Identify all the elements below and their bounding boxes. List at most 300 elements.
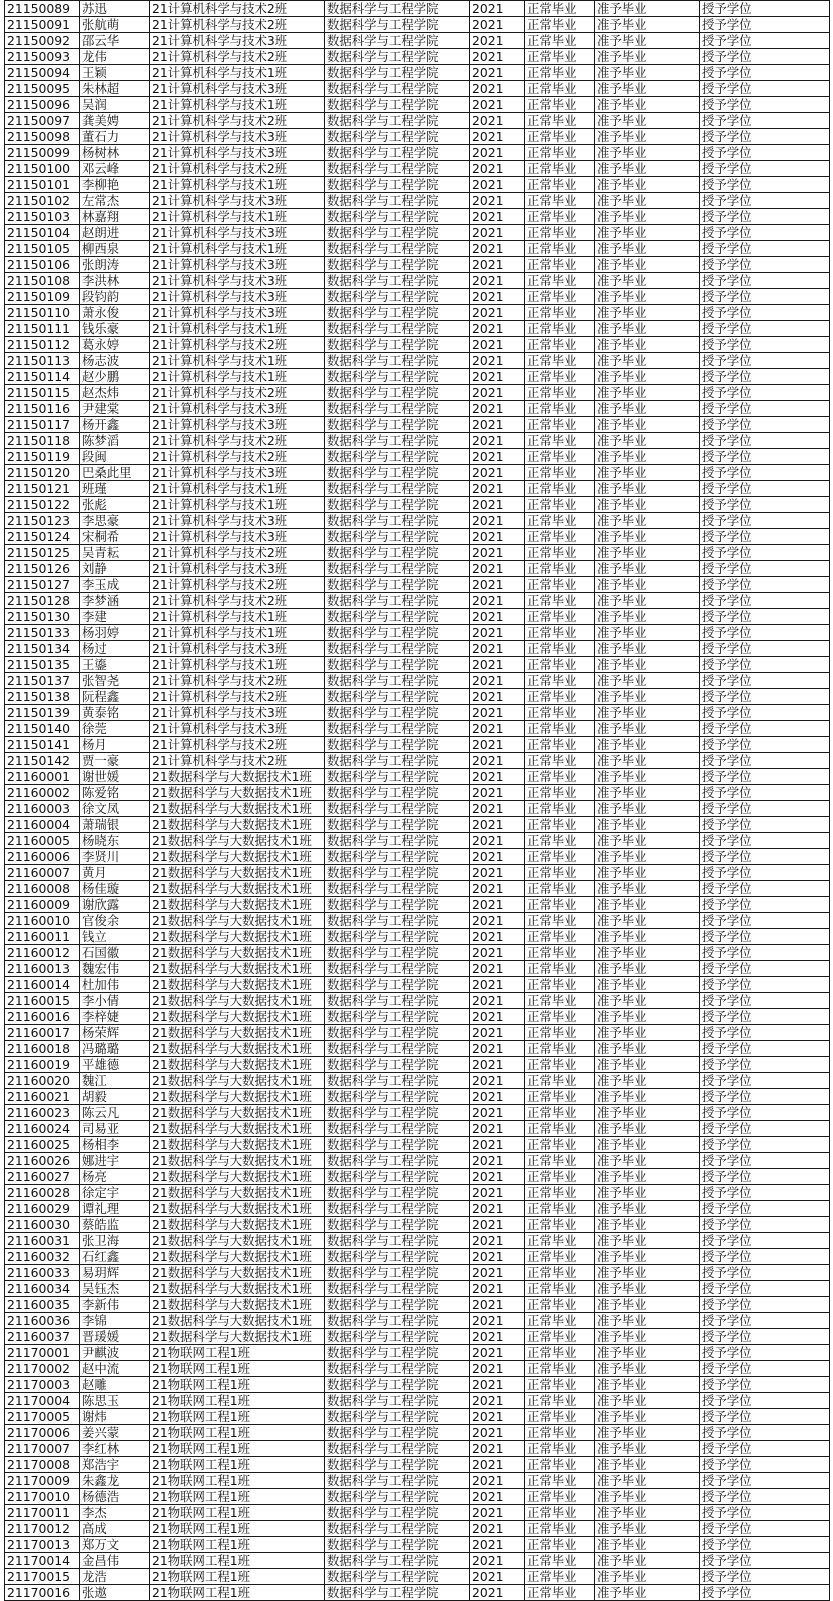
student-id-cell: 21150117 <box>5 417 80 433</box>
student-id-cell: 21160018 <box>5 1041 80 1057</box>
degree-result-cell: 授予学位 <box>700 1473 830 1489</box>
status-cell: 正常毕业 <box>525 321 595 337</box>
table-row <box>5 849 830 865</box>
grade-year-cell: 2021 <box>470 465 525 481</box>
status-cell: 正常毕业 <box>525 1585 595 1601</box>
status-cell: 正常毕业 <box>525 1 595 17</box>
student-id-cell: 21170003 <box>5 1377 80 1393</box>
degree-result-cell: 授予学位 <box>700 33 830 49</box>
graduation-result-cell: 准予毕业 <box>595 929 700 945</box>
name-cell: 杨佳璇 <box>80 881 150 897</box>
degree-result-cell: 授予学位 <box>700 481 830 497</box>
table-row <box>5 1201 830 1217</box>
degree-result-cell: 授予学位 <box>700 657 830 673</box>
student-id-cell: 21150100 <box>5 161 80 177</box>
college-cell: 数据科学与工程学院 <box>325 1297 470 1313</box>
graduation-result-cell: 准予毕业 <box>595 209 700 225</box>
grade-year-cell: 2021 <box>470 721 525 737</box>
college-cell: 数据科学与工程学院 <box>325 1169 470 1185</box>
college-cell: 数据科学与工程学院 <box>325 593 470 609</box>
student-id-cell: 21150111 <box>5 321 80 337</box>
student-id-cell: 21150124 <box>5 529 80 545</box>
grade-year-cell: 2021 <box>470 977 525 993</box>
name-cell: 钱立 <box>80 929 150 945</box>
name-cell: 高成 <box>80 1521 150 1537</box>
class-cell: 21计算机科学与技术1班 <box>150 321 325 337</box>
class-cell: 21数据科学与大数据技术1班 <box>150 1041 325 1057</box>
table-row <box>5 113 830 129</box>
class-cell: 21计算机科学与技术3班 <box>150 417 325 433</box>
college-cell: 数据科学与工程学院 <box>325 145 470 161</box>
status-cell: 正常毕业 <box>525 625 595 641</box>
name-cell: 黄泰铭 <box>80 705 150 721</box>
name-cell: 李贤川 <box>80 849 150 865</box>
college-cell: 数据科学与工程学院 <box>325 193 470 209</box>
table-row <box>5 817 830 833</box>
status-cell: 正常毕业 <box>525 913 595 929</box>
status-cell: 正常毕业 <box>525 1105 595 1121</box>
class-cell: 21数据科学与大数据技术1班 <box>150 817 325 833</box>
status-cell: 正常毕业 <box>525 209 595 225</box>
student-id-cell: 21150113 <box>5 353 80 369</box>
table-row <box>5 1073 830 1089</box>
college-cell: 数据科学与工程学院 <box>325 577 470 593</box>
degree-result-cell: 授予学位 <box>700 609 830 625</box>
name-cell: 李思豪 <box>80 513 150 529</box>
student-id-cell: 21150123 <box>5 513 80 529</box>
graduation-result-cell: 准予毕业 <box>595 1249 700 1265</box>
degree-result-cell: 授予学位 <box>700 929 830 945</box>
class-cell: 21数据科学与大数据技术1班 <box>150 865 325 881</box>
degree-result-cell: 授予学位 <box>700 561 830 577</box>
graduation-result-cell: 准予毕业 <box>595 145 700 161</box>
graduation-list-table <box>4 0 830 1601</box>
grade-year-cell: 2021 <box>470 241 525 257</box>
college-cell: 数据科学与工程学院 <box>325 769 470 785</box>
table-row <box>5 129 830 145</box>
graduation-result-cell: 准予毕业 <box>595 1185 700 1201</box>
table-row <box>5 1505 830 1521</box>
status-cell: 正常毕业 <box>525 1233 595 1249</box>
grade-year-cell: 2021 <box>470 369 525 385</box>
class-cell: 21数据科学与大数据技术1班 <box>150 1281 325 1297</box>
degree-result-cell: 授予学位 <box>700 1521 830 1537</box>
degree-result-cell: 授予学位 <box>700 1233 830 1249</box>
name-cell: 朱鑫龙 <box>80 1473 150 1489</box>
table-row <box>5 961 830 977</box>
status-cell: 正常毕业 <box>525 465 595 481</box>
table-row <box>5 1585 830 1601</box>
table-row <box>5 1457 830 1473</box>
college-cell: 数据科学与工程学院 <box>325 945 470 961</box>
grade-year-cell: 2021 <box>470 561 525 577</box>
student-id-cell: 21170005 <box>5 1409 80 1425</box>
class-cell: 21计算机科学与技术1班 <box>150 177 325 193</box>
college-cell: 数据科学与工程学院 <box>325 289 470 305</box>
table-row <box>5 161 830 177</box>
class-cell: 21数据科学与大数据技术1班 <box>150 1169 325 1185</box>
status-cell: 正常毕业 <box>525 1201 595 1217</box>
student-id-cell: 21150097 <box>5 113 80 129</box>
status-cell: 正常毕业 <box>525 1425 595 1441</box>
table-row <box>5 33 830 49</box>
name-cell: 杨荣辉 <box>80 1025 150 1041</box>
status-cell: 正常毕业 <box>525 1249 595 1265</box>
grade-year-cell: 2021 <box>470 385 525 401</box>
name-cell: 李建 <box>80 609 150 625</box>
college-cell: 数据科学与工程学院 <box>325 673 470 689</box>
table-row <box>5 1169 830 1185</box>
grade-year-cell: 2021 <box>470 1169 525 1185</box>
class-cell: 21计算机科学与技术3班 <box>150 273 325 289</box>
name-cell: 晋瑗媛 <box>80 1329 150 1345</box>
college-cell: 数据科学与工程学院 <box>325 1553 470 1569</box>
status-cell: 正常毕业 <box>525 769 595 785</box>
name-cell: 胡毅 <box>80 1089 150 1105</box>
student-id-cell: 21150126 <box>5 561 80 577</box>
status-cell: 正常毕业 <box>525 1361 595 1377</box>
grade-year-cell: 2021 <box>470 321 525 337</box>
class-cell: 21数据科学与大数据技术1班 <box>150 1009 325 1025</box>
class-cell: 21数据科学与大数据技术1班 <box>150 785 325 801</box>
status-cell: 正常毕业 <box>525 1185 595 1201</box>
class-cell: 21计算机科学与技术2班 <box>150 113 325 129</box>
class-cell: 21物联网工程1班 <box>150 1425 325 1441</box>
degree-result-cell: 授予学位 <box>700 801 830 817</box>
table-row <box>5 1329 830 1345</box>
degree-result-cell: 授予学位 <box>700 753 830 769</box>
college-cell: 数据科学与工程学院 <box>325 257 470 273</box>
table-row <box>5 945 830 961</box>
status-cell: 正常毕业 <box>525 97 595 113</box>
status-cell: 正常毕业 <box>525 785 595 801</box>
status-cell: 正常毕业 <box>525 129 595 145</box>
grade-year-cell: 2021 <box>470 113 525 129</box>
class-cell: 21计算机科学与技术2班 <box>150 337 325 353</box>
graduation-result-cell: 准予毕业 <box>595 81 700 97</box>
name-cell: 陈云凡 <box>80 1105 150 1121</box>
college-cell: 数据科学与工程学院 <box>325 1361 470 1377</box>
student-id-cell: 21150120 <box>5 465 80 481</box>
degree-result-cell: 授予学位 <box>700 177 830 193</box>
college-cell: 数据科学与工程学院 <box>325 33 470 49</box>
student-id-cell: 21150118 <box>5 433 80 449</box>
name-cell: 萧瑞银 <box>80 817 150 833</box>
class-cell: 21物联网工程1班 <box>150 1505 325 1521</box>
student-id-cell: 21160021 <box>5 1089 80 1105</box>
class-cell: 21数据科学与大数据技术1班 <box>150 977 325 993</box>
table-row <box>5 1233 830 1249</box>
name-cell: 张航萌 <box>80 17 150 33</box>
college-cell: 数据科学与工程学院 <box>325 801 470 817</box>
student-id-cell: 21170011 <box>5 1505 80 1521</box>
grade-year-cell: 2021 <box>470 1377 525 1393</box>
degree-result-cell: 授予学位 <box>700 1073 830 1089</box>
name-cell: 柳西泉 <box>80 241 150 257</box>
name-cell: 李锦 <box>80 1313 150 1329</box>
grade-year-cell: 2021 <box>470 273 525 289</box>
college-cell: 数据科学与工程学院 <box>325 369 470 385</box>
status-cell: 正常毕业 <box>525 193 595 209</box>
status-cell: 正常毕业 <box>525 1121 595 1137</box>
student-id-cell: 21150110 <box>5 305 80 321</box>
name-cell: 龙浩 <box>80 1569 150 1585</box>
grade-year-cell: 2021 <box>470 833 525 849</box>
student-id-cell: 21160024 <box>5 1121 80 1137</box>
degree-result-cell: 授予学位 <box>700 465 830 481</box>
college-cell: 数据科学与工程学院 <box>325 1137 470 1153</box>
degree-result-cell: 授予学位 <box>700 1329 830 1345</box>
name-cell: 钱乐豪 <box>80 321 150 337</box>
college-cell: 数据科学与工程学院 <box>325 161 470 177</box>
status-cell: 正常毕业 <box>525 1041 595 1057</box>
status-cell: 正常毕业 <box>525 65 595 81</box>
college-cell: 数据科学与工程学院 <box>325 337 470 353</box>
status-cell: 正常毕业 <box>525 849 595 865</box>
name-cell: 杨过 <box>80 641 150 657</box>
grade-year-cell: 2021 <box>470 1201 525 1217</box>
class-cell: 21数据科学与大数据技术1班 <box>150 769 325 785</box>
grade-year-cell: 2021 <box>470 673 525 689</box>
grade-year-cell: 2021 <box>470 225 525 241</box>
student-id-cell: 21160009 <box>5 897 80 913</box>
college-cell: 数据科学与工程学院 <box>325 849 470 865</box>
degree-result-cell: 授予学位 <box>700 769 830 785</box>
class-cell: 21计算机科学与技术3班 <box>150 225 325 241</box>
degree-result-cell: 授予学位 <box>700 1153 830 1169</box>
graduation-result-cell: 准予毕业 <box>595 1041 700 1057</box>
graduation-result-cell: 准予毕业 <box>595 993 700 1009</box>
table-row <box>5 785 830 801</box>
student-id-cell: 21150094 <box>5 65 80 81</box>
class-cell: 21数据科学与大数据技术1班 <box>150 881 325 897</box>
table-row <box>5 1537 830 1553</box>
grade-year-cell: 2021 <box>470 1409 525 1425</box>
student-id-cell: 21150109 <box>5 289 80 305</box>
graduation-result-cell: 准予毕业 <box>595 609 700 625</box>
status-cell: 正常毕业 <box>525 801 595 817</box>
degree-result-cell: 授予学位 <box>700 97 830 113</box>
degree-result-cell: 授予学位 <box>700 513 830 529</box>
class-cell: 21物联网工程1班 <box>150 1473 325 1489</box>
degree-result-cell: 授予学位 <box>700 1009 830 1025</box>
graduation-result-cell: 准予毕业 <box>595 961 700 977</box>
name-cell: 赵杰炜 <box>80 385 150 401</box>
table-row <box>5 1281 830 1297</box>
graduation-result-cell: 准予毕业 <box>595 1377 700 1393</box>
college-cell: 数据科学与工程学院 <box>325 1537 470 1553</box>
graduation-result-cell: 准予毕业 <box>595 33 700 49</box>
name-cell: 杨月 <box>80 737 150 753</box>
name-cell: 尹麒波 <box>80 1345 150 1361</box>
degree-result-cell: 授予学位 <box>700 1313 830 1329</box>
student-id-cell: 21150095 <box>5 81 80 97</box>
status-cell: 正常毕业 <box>525 897 595 913</box>
class-cell: 21计算机科学与技术3班 <box>150 257 325 273</box>
class-cell: 21物联网工程1班 <box>150 1537 325 1553</box>
college-cell: 数据科学与工程学院 <box>325 689 470 705</box>
class-cell: 21计算机科学与技术1班 <box>150 241 325 257</box>
status-cell: 正常毕业 <box>525 689 595 705</box>
table-row <box>5 577 830 593</box>
graduation-result-cell: 准予毕业 <box>595 721 700 737</box>
name-cell: 段钧韵 <box>80 289 150 305</box>
status-cell: 正常毕业 <box>525 609 595 625</box>
student-id-cell: 21160037 <box>5 1329 80 1345</box>
class-cell: 21计算机科学与技术1班 <box>150 657 325 673</box>
status-cell: 正常毕业 <box>525 577 595 593</box>
graduation-result-cell: 准予毕业 <box>595 1505 700 1521</box>
grade-year-cell: 2021 <box>470 481 525 497</box>
graduation-result-cell: 准予毕业 <box>595 1569 700 1585</box>
table-row <box>5 1009 830 1025</box>
grade-year-cell: 2021 <box>470 609 525 625</box>
grade-year-cell: 2021 <box>470 145 525 161</box>
degree-result-cell: 授予学位 <box>700 337 830 353</box>
name-cell: 李玉成 <box>80 577 150 593</box>
grade-year-cell: 2021 <box>470 353 525 369</box>
class-cell: 21计算机科学与技术2班 <box>150 753 325 769</box>
grade-year-cell: 2021 <box>470 1489 525 1505</box>
name-cell: 尹建棠 <box>80 401 150 417</box>
college-cell: 数据科学与工程学院 <box>325 1217 470 1233</box>
grade-year-cell: 2021 <box>470 1441 525 1457</box>
graduation-result-cell: 准予毕业 <box>595 945 700 961</box>
grade-year-cell: 2021 <box>470 1345 525 1361</box>
degree-result-cell: 授予学位 <box>700 289 830 305</box>
degree-result-cell: 授予学位 <box>700 1281 830 1297</box>
degree-result-cell: 授予学位 <box>700 161 830 177</box>
table-row <box>5 97 830 113</box>
class-cell: 21物联网工程1班 <box>150 1457 325 1473</box>
status-cell: 正常毕业 <box>525 961 595 977</box>
status-cell: 正常毕业 <box>525 1377 595 1393</box>
class-cell: 21计算机科学与技术3班 <box>150 705 325 721</box>
status-cell: 正常毕业 <box>525 1409 595 1425</box>
name-cell: 班瑾 <box>80 481 150 497</box>
table-row <box>5 705 830 721</box>
class-cell: 21物联网工程1班 <box>150 1521 325 1537</box>
degree-result-cell: 授予学位 <box>700 1137 830 1153</box>
graduation-result-cell: 准予毕业 <box>595 1441 700 1457</box>
college-cell: 数据科学与工程学院 <box>325 897 470 913</box>
graduation-result-cell: 准予毕业 <box>595 785 700 801</box>
name-cell: 赵少鹏 <box>80 369 150 385</box>
class-cell: 21数据科学与大数据技术1班 <box>150 1089 325 1105</box>
degree-result-cell: 授予学位 <box>700 593 830 609</box>
status-cell: 正常毕业 <box>525 81 595 97</box>
student-id-cell: 21150133 <box>5 625 80 641</box>
college-cell: 数据科学与工程学院 <box>325 1345 470 1361</box>
graduation-result-cell: 准予毕业 <box>595 1217 700 1233</box>
student-id-cell: 21150121 <box>5 481 80 497</box>
graduation-result-cell: 准予毕业 <box>595 1457 700 1473</box>
grade-year-cell: 2021 <box>470 865 525 881</box>
college-cell: 数据科学与工程学院 <box>325 1185 470 1201</box>
graduation-result-cell: 准予毕业 <box>595 1089 700 1105</box>
grade-year-cell: 2021 <box>470 1297 525 1313</box>
college-cell: 数据科学与工程学院 <box>325 449 470 465</box>
status-cell: 正常毕业 <box>525 113 595 129</box>
status-cell: 正常毕业 <box>525 417 595 433</box>
table-row <box>5 913 830 929</box>
name-cell: 李梦涵 <box>80 593 150 609</box>
graduation-result-cell: 准予毕业 <box>595 913 700 929</box>
class-cell: 21物联网工程1班 <box>150 1585 325 1601</box>
status-cell: 正常毕业 <box>525 1521 595 1537</box>
degree-result-cell: 授予学位 <box>700 193 830 209</box>
status-cell: 正常毕业 <box>525 225 595 241</box>
student-id-cell: 21160016 <box>5 1009 80 1025</box>
name-cell: 李红林 <box>80 1441 150 1457</box>
grade-year-cell: 2021 <box>470 1073 525 1089</box>
class-cell: 21数据科学与大数据技术1班 <box>150 1201 325 1217</box>
student-id-cell: 21150112 <box>5 337 80 353</box>
name-cell: 谢欣露 <box>80 897 150 913</box>
table-row <box>5 977 830 993</box>
status-cell: 正常毕业 <box>525 305 595 321</box>
table-row <box>5 769 830 785</box>
class-cell: 21计算机科学与技术3班 <box>150 289 325 305</box>
degree-result-cell: 授予学位 <box>700 129 830 145</box>
table-row <box>5 1489 830 1505</box>
class-cell: 21计算机科学与技术2班 <box>150 593 325 609</box>
grade-year-cell: 2021 <box>470 929 525 945</box>
grade-year-cell: 2021 <box>470 881 525 897</box>
table-row <box>5 1105 830 1121</box>
college-cell: 数据科学与工程学院 <box>325 209 470 225</box>
status-cell: 正常毕业 <box>525 865 595 881</box>
status-cell: 正常毕业 <box>525 449 595 465</box>
student-id-cell: 21150142 <box>5 753 80 769</box>
graduation-result-cell: 准予毕业 <box>595 497 700 513</box>
degree-result-cell: 授予学位 <box>700 641 830 657</box>
class-cell: 21数据科学与大数据技术1班 <box>150 1265 325 1281</box>
college-cell: 数据科学与工程学院 <box>325 1153 470 1169</box>
grade-year-cell: 2021 <box>470 1393 525 1409</box>
degree-result-cell: 授予学位 <box>700 353 830 369</box>
grade-year-cell: 2021 <box>470 1537 525 1553</box>
degree-result-cell: 授予学位 <box>700 625 830 641</box>
college-cell: 数据科学与工程学院 <box>325 1089 470 1105</box>
degree-result-cell: 授予学位 <box>700 673 830 689</box>
graduation-result-cell: 准予毕业 <box>595 465 700 481</box>
name-cell: 杨亮 <box>80 1169 150 1185</box>
graduation-result-cell: 准予毕业 <box>595 1153 700 1169</box>
student-id-cell: 21170004 <box>5 1393 80 1409</box>
grade-year-cell: 2021 <box>470 593 525 609</box>
name-cell: 张朗涛 <box>80 257 150 273</box>
grade-year-cell: 2021 <box>470 1137 525 1153</box>
graduation-result-cell: 准予毕业 <box>595 193 700 209</box>
degree-result-cell: 授予学位 <box>700 209 830 225</box>
graduation-result-cell: 准予毕业 <box>595 1009 700 1025</box>
status-cell: 正常毕业 <box>525 1505 595 1521</box>
graduation-result-cell: 准予毕业 <box>595 337 700 353</box>
table-row <box>5 753 830 769</box>
status-cell: 正常毕业 <box>525 1441 595 1457</box>
grade-year-cell: 2021 <box>470 497 525 513</box>
table-row <box>5 465 830 481</box>
grade-year-cell: 2021 <box>470 1313 525 1329</box>
college-cell: 数据科学与工程学院 <box>325 465 470 481</box>
degree-result-cell: 授予学位 <box>700 385 830 401</box>
college-cell: 数据科学与工程学院 <box>325 1329 470 1345</box>
class-cell: 21物联网工程1班 <box>150 1393 325 1409</box>
student-id-cell: 21160007 <box>5 865 80 881</box>
table-row <box>5 1265 830 1281</box>
degree-result-cell: 授予学位 <box>700 1169 830 1185</box>
